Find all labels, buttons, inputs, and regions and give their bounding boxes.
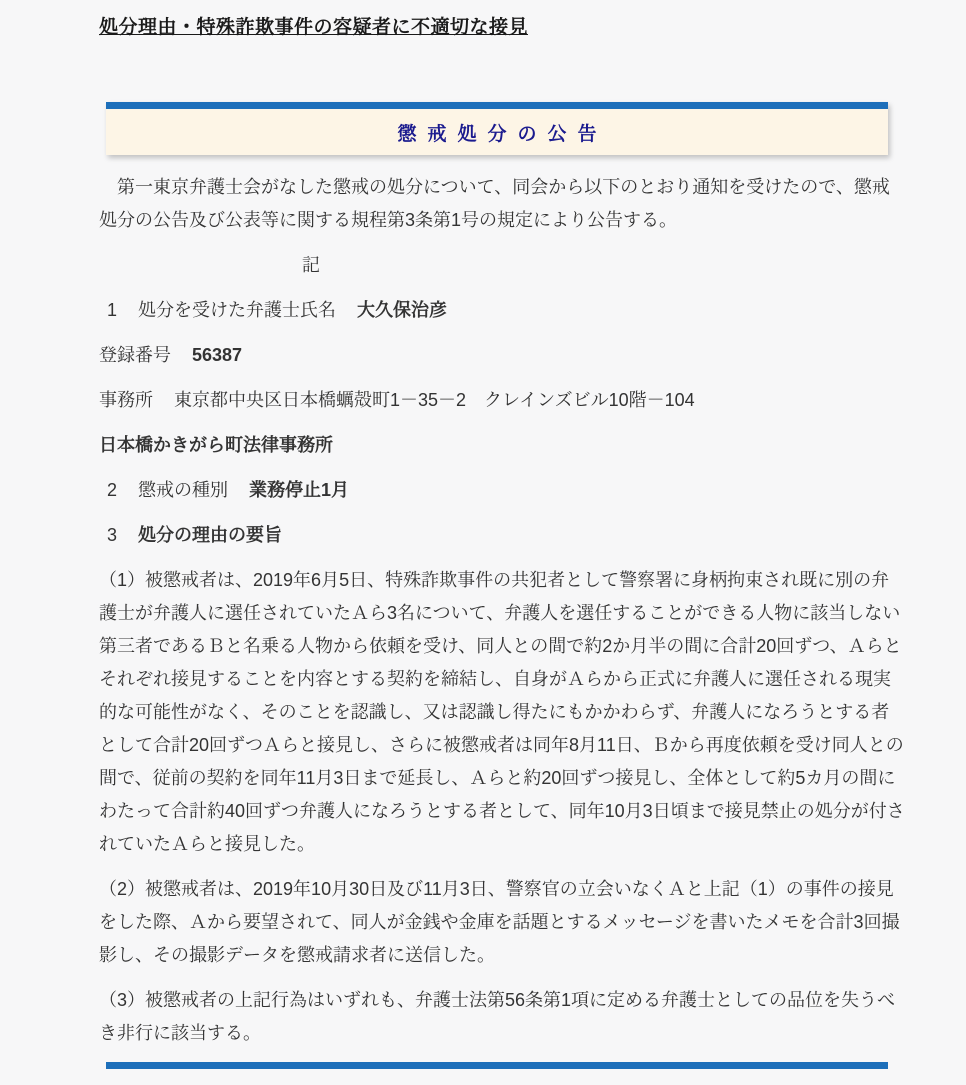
reason-paragraph-3: （3）被懲戒者の上記行為はいずれも、弁護士法第56条第1項に定める弁護士としての品位を失うべき非行に該当する。 — [99, 990, 896, 1043]
reason-paragraph-1: （1）被懲戒者は、2019年6月5日、特殊詐欺事件の共犯者として警察署に身柄拘束され既に別の弁護士が弁護人に選任されていたＡら3名について、弁護人を選任することができる人物に該当しない第三者であるＢと名乗る人物から依頼を受け、同人との間で約2か月半の間に合計20回ずつ、Ａらとそれぞれ接見することを内容とする契約を締結し、自身がＡらから正式に弁護人に選任される現実的な可能性がなく、そのことを認識し、又は認識し得たにもかかわらず、弁護人になろうとする者として合計20回ずつＡらと接見し、さらに被懲戒者は同年8月11日、Ｂから再度依頼を受け同人との間で、従前の契約を同年11月3日まで延長し、Ａらと約20回ずつ接見し、全体として約5カ月の間にわたって合計約40回ずつ弁護人になろうとする者として、同年10月3日頃まで接見禁止の処分が付されていたＡらと接見した。 — [99, 570, 905, 854]
item-label: 処分を受けた弁護士氏名 — [138, 300, 337, 320]
item-lawyer-name — [99, 294, 907, 327]
announcement-banner — [106, 102, 888, 155]
next-section-top-bar — [106, 1062, 888, 1069]
item-reason-heading — [99, 519, 907, 552]
item-registration-number — [99, 339, 907, 372]
notice-body — [99, 171, 907, 1050]
intro-paragraph: 第一東京弁護士会がなした懲戒の処分について、同会から以下のとおり通知を受けたので、懲戒処分の公告及び公表等に関する規程第3条第1号の規定により公告する。 — [99, 177, 890, 230]
record-marker: 記 — [302, 255, 320, 275]
banner-top-bar — [106, 102, 888, 109]
reason-paragraph-2: （2）被懲戒者は、2019年10月30日及び11月3日、警察官の立会いなくＡと上記（1）の事件の接見をした際、Ａから要望されて、同人が金銭や金庫を話題とするメッセージを書いたメモを合計3回撮影し、その撮影データを懲戒請求者に送信した。 — [99, 879, 900, 965]
item-label: 懲戒の種別 — [138, 480, 229, 500]
item-office-address — [99, 384, 907, 417]
banner-heading: 懲戒処分の公告 — [397, 123, 608, 145]
item-number: 3 — [107, 525, 118, 545]
lawyer-name: 大久保治彦 — [357, 300, 448, 320]
item-label: 事務所 — [99, 390, 153, 410]
banner-box — [106, 109, 888, 155]
discipline-type: 業務停止1月 — [249, 480, 350, 500]
page-title: 処分理由・特殊詐欺事件の容疑者に不適切な接見 — [99, 17, 529, 38]
item-label: 登録番号 — [99, 345, 171, 365]
office-name — [99, 429, 907, 462]
office-name-text: 日本橋かきがら町法律事務所 — [99, 435, 333, 455]
registration-number: 56387 — [192, 345, 243, 365]
reason-heading: 処分の理由の要旨 — [138, 525, 283, 545]
item-number: 2 — [107, 480, 118, 500]
office-address: 東京都中央区日本橋蠣殻町1－35－2 クレインズビル10階－104 — [174, 390, 695, 410]
document — [99, 12, 907, 1069]
item-discipline-type — [99, 474, 907, 507]
item-number: 1 — [107, 300, 118, 320]
